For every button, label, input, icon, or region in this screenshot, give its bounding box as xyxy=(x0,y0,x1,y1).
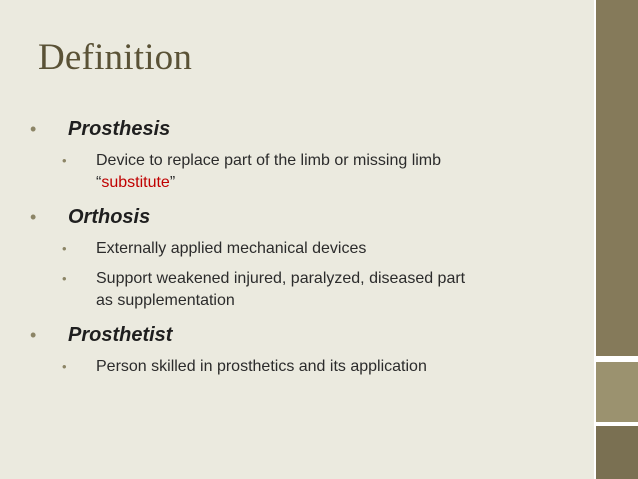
sub-bullet-text: Externally applied mechanical devices xyxy=(96,240,367,257)
list-item xyxy=(30,204,580,312)
side-band-block-bottom xyxy=(596,426,638,479)
quote-open: “ xyxy=(96,174,102,191)
bullet-term xyxy=(30,204,580,230)
quote-close: ” xyxy=(169,174,176,191)
bullet-icon: • xyxy=(62,241,67,256)
sub-bullet-text: Person skilled in prosthetics and its application xyxy=(96,358,427,375)
sub-bullet-text: Device to replace part of the limb or missing limb xyxy=(96,152,442,169)
bullet-icon: • xyxy=(30,119,37,139)
side-band-block-top xyxy=(596,0,638,356)
bullet-icon: • xyxy=(62,359,67,374)
side-band-block-middle xyxy=(596,362,638,422)
sub-bullet xyxy=(30,268,580,312)
sub-bullet-text-cont: as supplementation xyxy=(96,292,235,309)
bullet-term xyxy=(30,322,580,348)
decorative-side-band xyxy=(594,0,638,479)
slide-title: Definition xyxy=(38,37,193,78)
bullet-icon: • xyxy=(62,271,67,286)
side-band-divider xyxy=(594,0,596,479)
bullet-term xyxy=(30,116,580,142)
list-item xyxy=(30,322,580,378)
sub-bullet xyxy=(30,356,580,378)
list-item xyxy=(30,116,580,194)
highlight-substitute: substitute xyxy=(101,174,170,191)
term-prosthesis: Prosthesis xyxy=(68,118,171,140)
sub-bullet xyxy=(30,238,580,260)
sub-bullet xyxy=(30,150,580,194)
bullet-list xyxy=(30,116,580,388)
term-orthosis: Orthosis xyxy=(68,206,151,228)
bullet-icon: • xyxy=(30,325,37,345)
bullet-icon: • xyxy=(62,153,67,168)
term-prosthetist: Prosthetist xyxy=(68,324,173,346)
sub-bullet-text: Support weakened injured, paralyzed, diseased part xyxy=(96,270,466,287)
bullet-icon: • xyxy=(30,207,37,227)
